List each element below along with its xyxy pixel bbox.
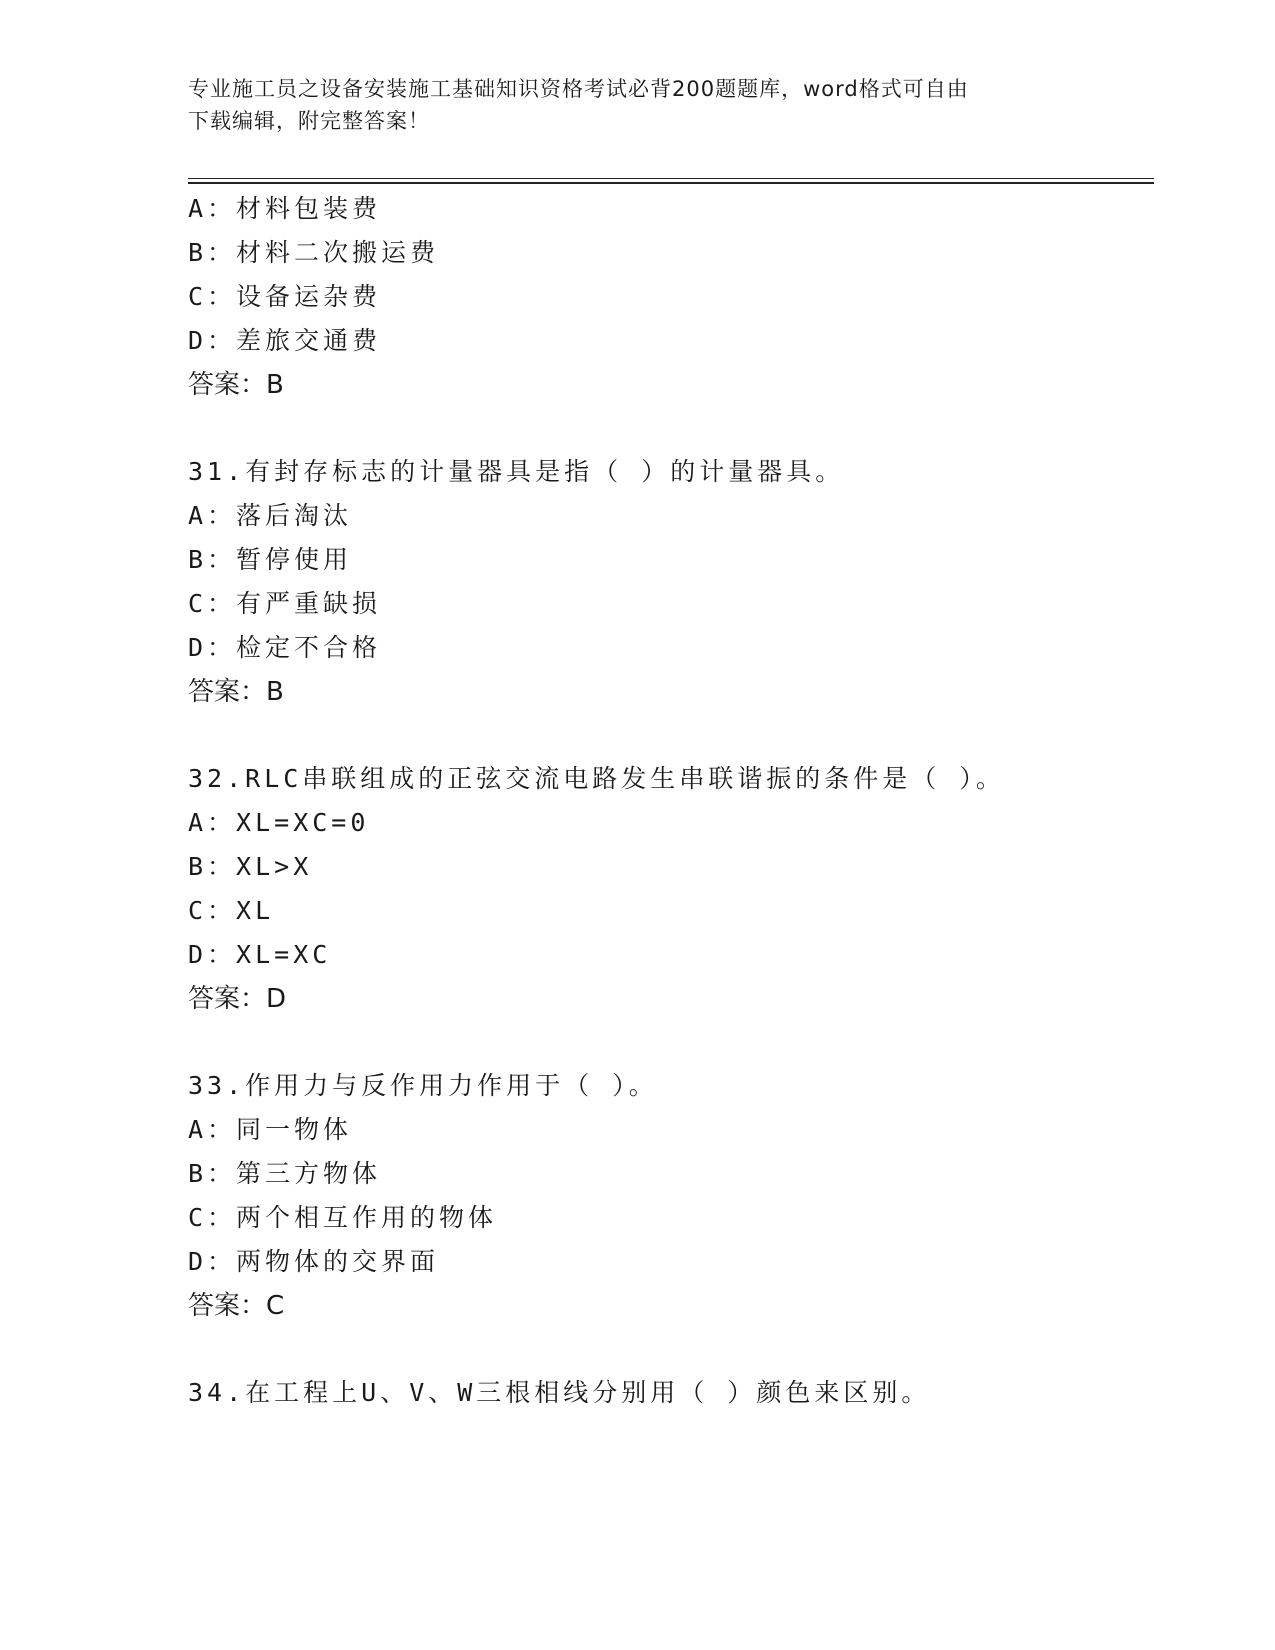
option-b: B：第三方物体 [188, 1159, 382, 1188]
question-stem: 31.有封存标志的计量器具是指（ ）的计量器具。 [188, 457, 845, 486]
option-b: B：材料二次搬运费 [188, 238, 440, 267]
option-d: D：XL=XC [188, 940, 332, 969]
header-divider-thin [188, 178, 1154, 179]
option-c: C：两个相互作用的物体 [188, 1203, 498, 1232]
header-divider-thick [188, 182, 1154, 184]
option-c: C：有严重缺损 [188, 589, 382, 618]
answer-label: 答案：B [188, 370, 284, 400]
document-header [188, 73, 1068, 137]
option-c: C：XL [188, 896, 275, 925]
option-a: A：材料包装费 [188, 194, 382, 223]
question-stem: 34.在工程上U、V、W三根相线分别用（ ）颜色来区别。 [188, 1378, 931, 1407]
question-stem: 32.RLC串联组成的正弦交流电路发生串联谐振的条件是（ ）。 [188, 764, 1005, 793]
option-b: B：XL>X [188, 852, 313, 881]
answer-label: 答案：B [188, 677, 284, 707]
question-stem: 33.作用力与反作用力作用于（ ）。 [188, 1071, 658, 1100]
option-b: B：暂停使用 [188, 545, 353, 574]
header-line-2: 下载编辑，附完整答案！ [188, 109, 430, 133]
option-a: A：落后淘汰 [188, 501, 353, 530]
option-a: A：同一物体 [188, 1115, 353, 1144]
answer-label: 答案：C [188, 1291, 285, 1321]
option-c: C：设备运杂费 [188, 282, 382, 311]
answer-label: 答案：D [188, 984, 287, 1014]
option-d: D：差旅交通费 [188, 326, 382, 355]
option-a: A：XL=XC=0 [188, 808, 370, 837]
header-line-1: 专业施工员之设备安装施工基础知识资格考试必背200题题库，word格式可自由 [188, 77, 969, 101]
option-d: D：两物体的交界面 [188, 1247, 440, 1276]
option-d: D：检定不合格 [188, 633, 382, 662]
